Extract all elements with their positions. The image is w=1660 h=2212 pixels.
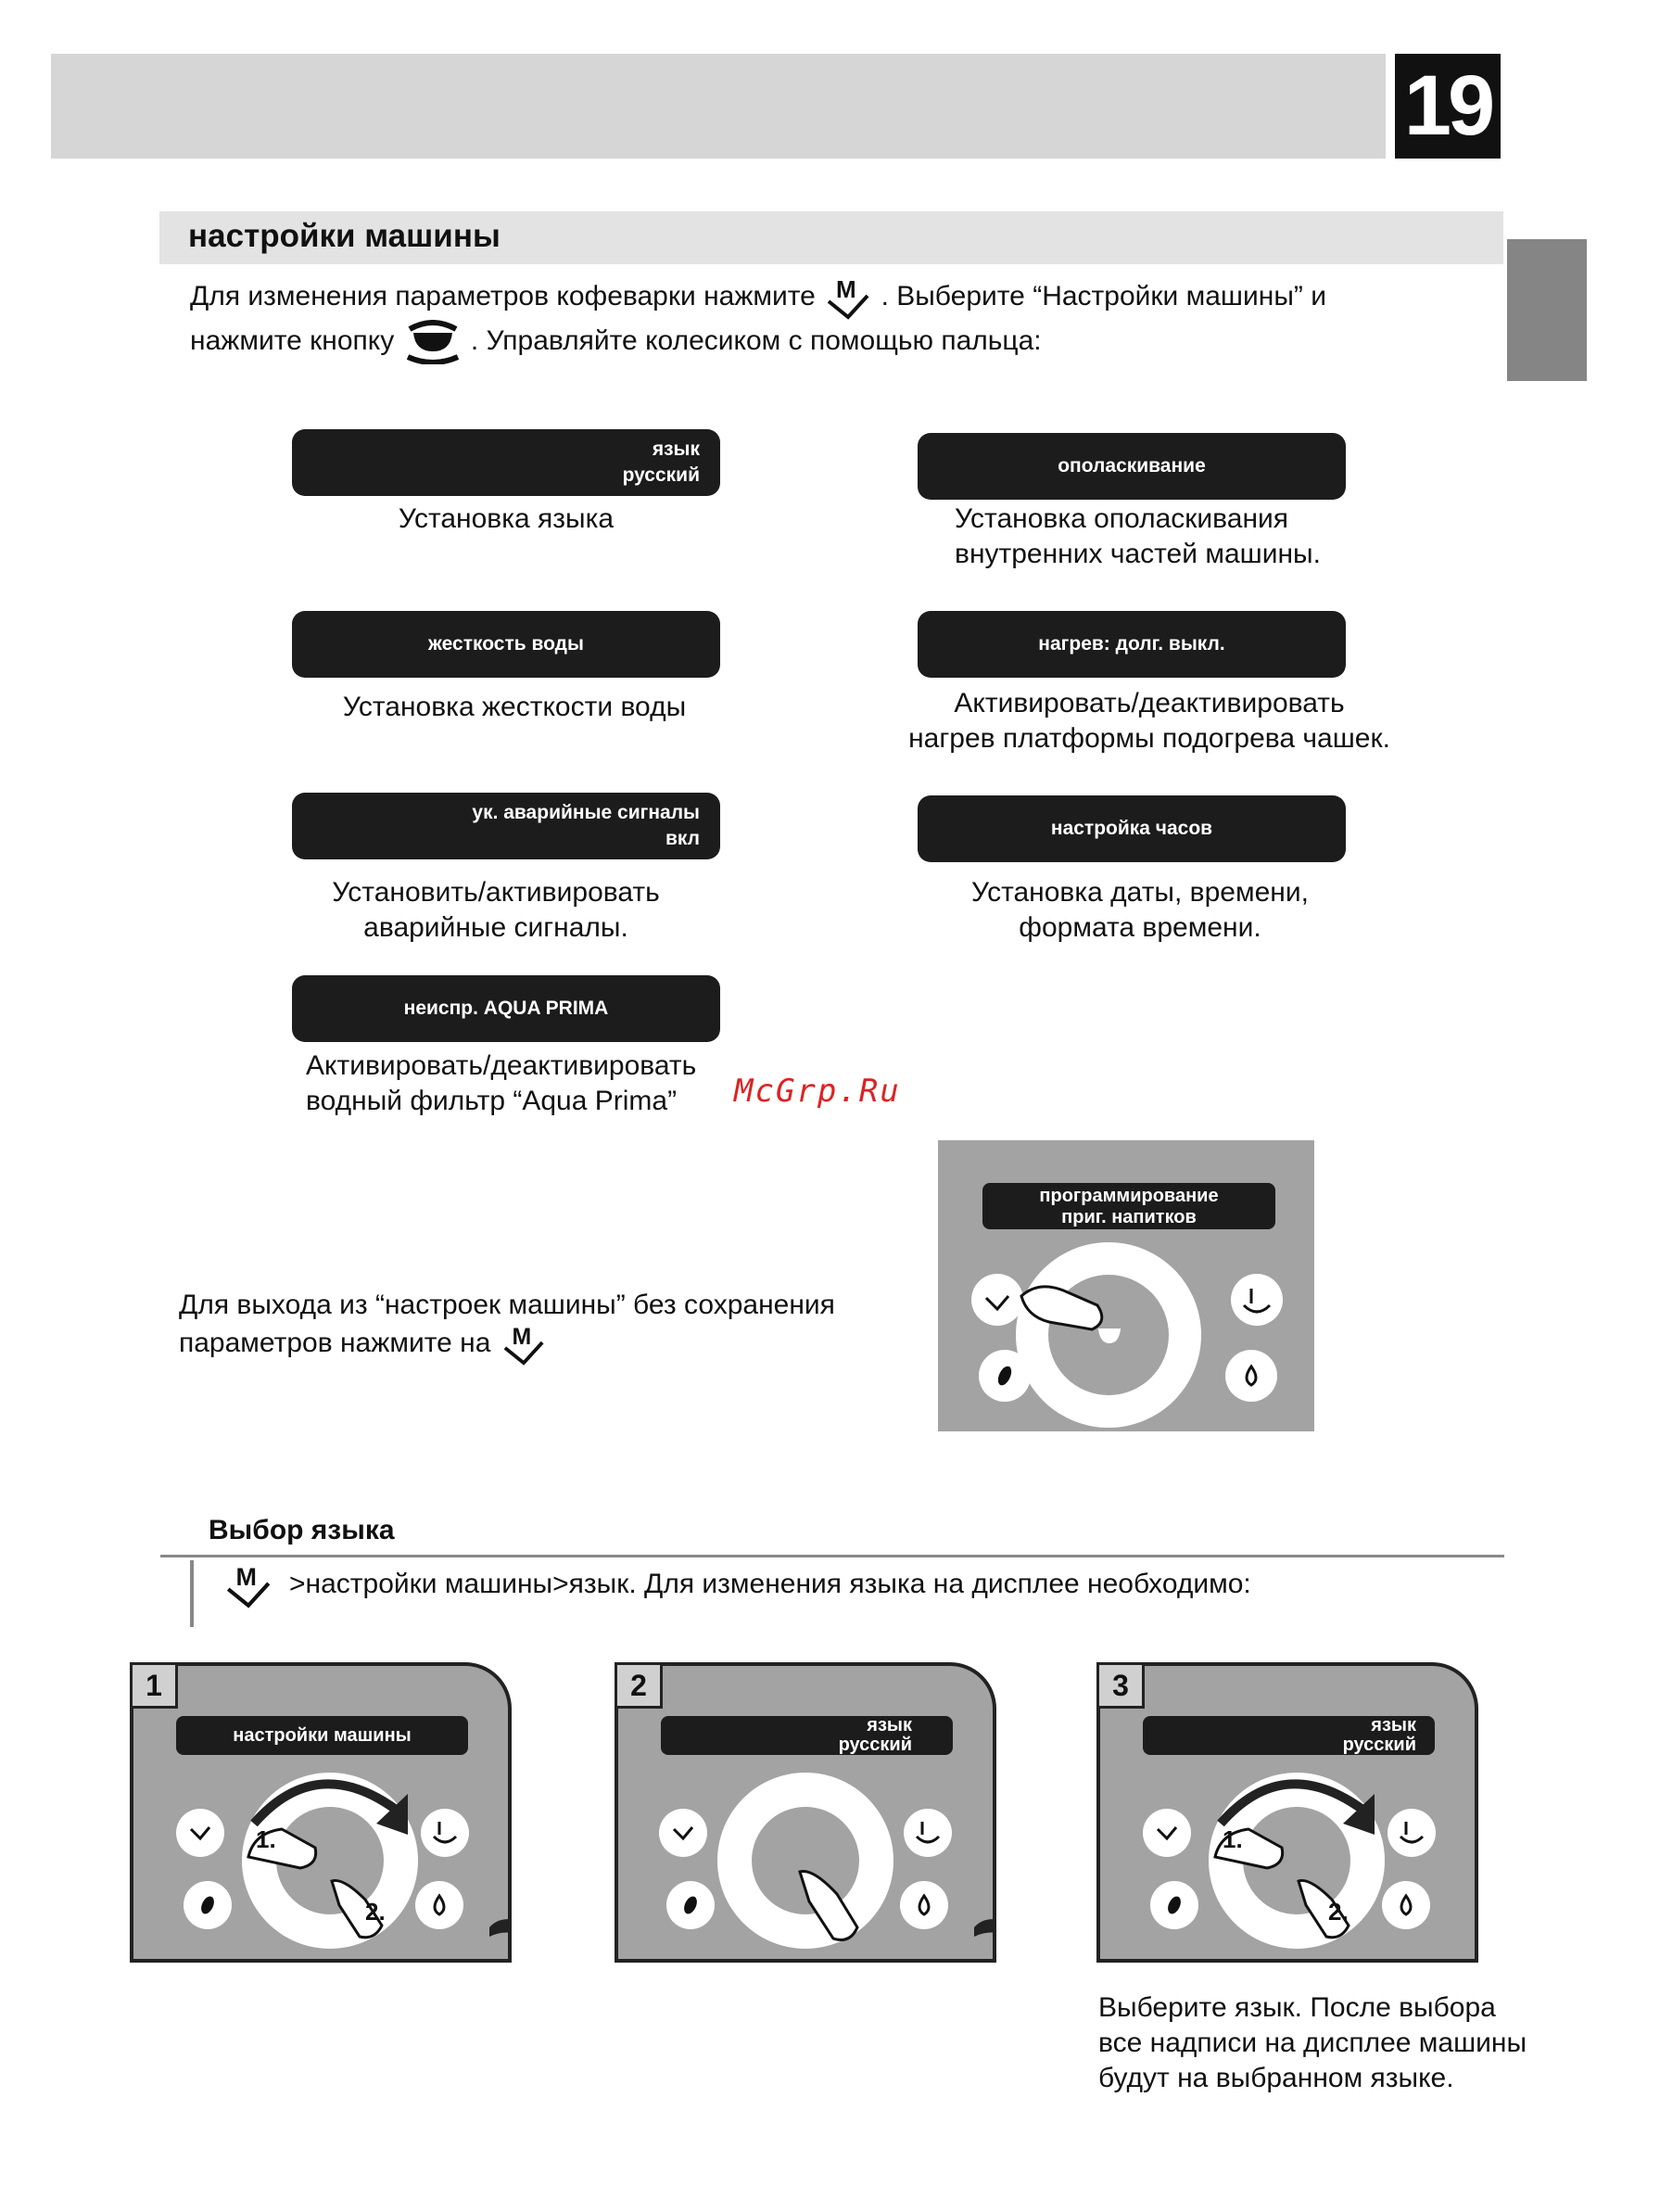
caption-language: Установка языка [398,503,615,534]
display-clock: настройка часов [918,795,1346,862]
exit-line1: Для выхода из “настроек машины” без сохранения [179,1290,835,1320]
step-display: язык русский [1143,1716,1435,1755]
step-wheel [133,1666,508,1959]
display-rinse: ополаскивание [918,433,1346,500]
page-number: 19 [1395,54,1501,159]
caption-heating: Активировать/деактивировать нагрев платформы подогрева чашек. [908,688,1390,754]
cup-button-icon [402,320,463,364]
watermark: McGrp.Ru [734,1073,901,1110]
control-panel-illustration [938,1140,1314,1431]
final-text: Выберите язык. После выбора все надписи на дисплее машины будут на выбранном языке. [1098,1992,1527,2093]
display-water-hardness: жесткость воды [292,611,720,678]
step-1-panel [130,1662,512,1963]
display-heating: нагрев: долг. выкл. [918,611,1346,678]
exit-text [179,1288,835,1366]
step-hint-2: 2. [1328,1898,1349,1926]
divider [160,1555,1504,1557]
caption-water-hardness: Установка жесткости воды [342,692,687,722]
step-number: 1 [130,1662,178,1709]
steam-button-icon [1231,1274,1283,1326]
step-hint-2: 2. [365,1898,386,1926]
display-aqua-prima: неиспр. AQUA PRIMA [292,975,720,1042]
step-hint-1: 1. [256,1825,276,1853]
caption-aqua-prima: Активировать/деактивировать водный фильтр “Aqua Prima” [306,1050,697,1116]
exit-line2: параметров нажмите на [179,1327,491,1358]
language-heading: Выбор языка [209,1515,395,1545]
step-display: настройки машины [176,1716,468,1755]
intro-text [190,275,1469,364]
language-path: >настройки машины>язык. Для изменения языка на дисплее необходимо: [289,1569,1251,1599]
step-hint-1: 1. [1223,1825,1243,1853]
intro-part2: . Выберите “Настройки машины” и [881,280,1326,311]
path-bar [190,1560,194,1627]
svg-text:M: M [836,275,856,303]
intro-part4: . Управляйте колесиком с помощью пальца: [470,324,1042,356]
intro-part1: Для изменения параметров кофеварки нажмите [190,280,816,311]
step-number: 3 [1096,1662,1145,1709]
caption-rinse: Установка ополаскивания внутренних частей машины. [955,503,1321,569]
step-2-panel [615,1662,996,1963]
menu-m-icon [823,275,873,320]
svg-text:M: M [512,1324,532,1350]
display-language: язык русский [292,429,720,496]
water-button-icon [1225,1350,1277,1402]
menu-m-icon [499,1323,549,1366]
header-bar [51,54,1386,159]
step-wheel [1100,1666,1475,1959]
intro-part3: нажмите кнопку [190,324,395,356]
menu-button-icon [971,1274,1023,1326]
caption-clock: Установка даты, времени, формата времени. [971,877,1309,943]
panel-display: программирование приг. напитков [982,1183,1275,1229]
step-display: язык русский [661,1716,953,1755]
caption-alarms: Установить/активировать аварийные сигналы. [332,877,660,943]
side-tab [1507,239,1587,381]
menu-m-icon [222,1562,274,1608]
panel-wheel [938,1140,1314,1431]
step-wheel [618,1666,993,1959]
step-3-panel [1096,1662,1478,1963]
step-number: 2 [615,1662,663,1709]
svg-text:M: M [235,1563,257,1591]
section-title: настройки машины [188,218,501,254]
display-alarms: ук. аварийные сигналы вкл [292,793,720,859]
